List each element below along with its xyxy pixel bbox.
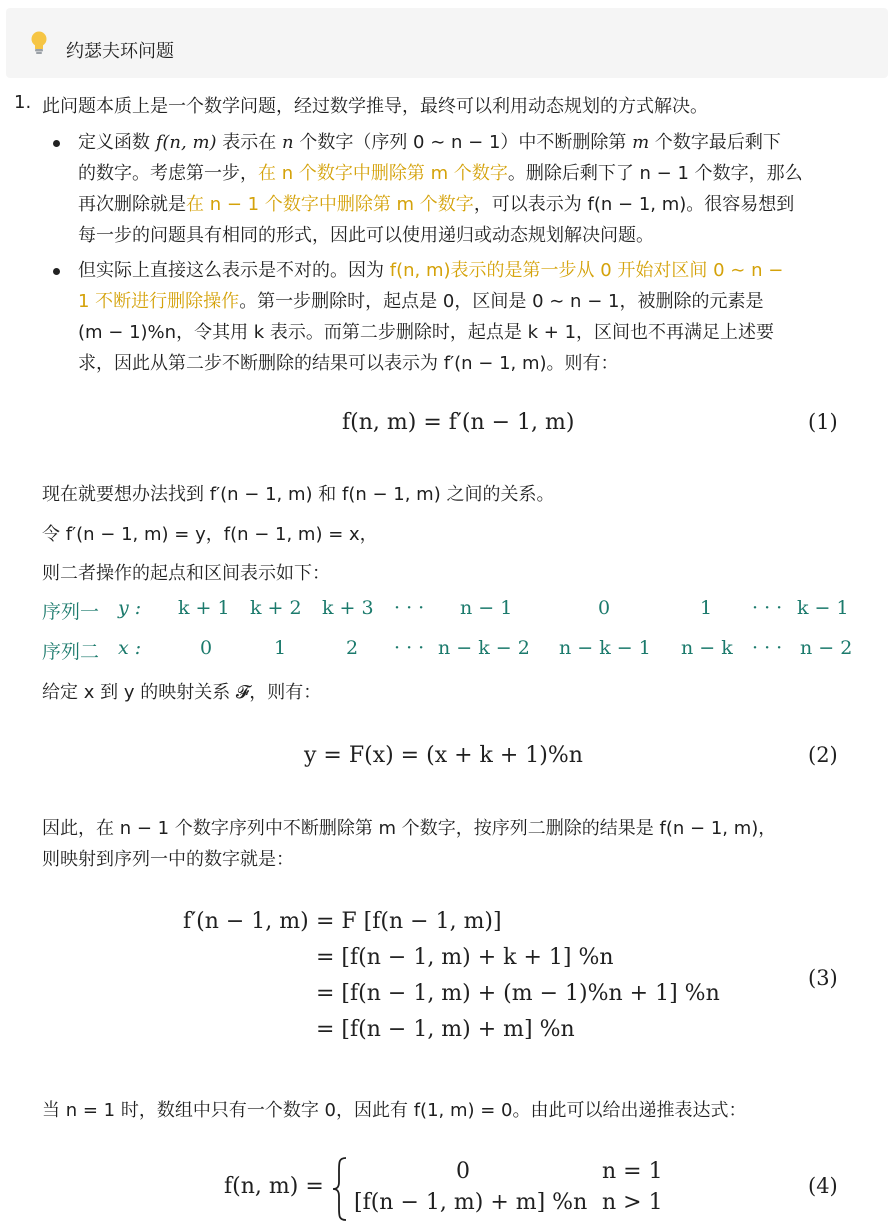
page-title: 约瑟夫环问题 xyxy=(66,41,174,62)
equation-3-line: = [f(n − 1, m) + m] %n xyxy=(316,1017,575,1042)
equation-1-number: (1) xyxy=(808,410,838,434)
callout-header xyxy=(6,8,888,78)
equation-4-lhs: f(n, m) = xyxy=(224,1174,324,1199)
bullet-1-text: 定义函数 f(n, m) 表示在 n 个数字（序列 0 ∼ n − 1）中不断删除第 m 个数字最后剩下 的数字。考虑第一步，在 n 个数字中删除第 m 个数字。删除后剩下了 n − 1 个数字，那么 再次删除就是在 n − 1 个数字中删除第 m 个数字，可以表示为 f(n − 1, m)。很容易想到 每一步的问题具有相同的形式，因此可以使用递归或动态规划解决问题。 xyxy=(78,132,803,246)
paragraph-6: 当 n = 1 时，数组中只有一个数字 0，因此有 f(1, m) = 0。由此可以给出递推表达式： xyxy=(42,1100,747,1121)
highlight-text: 1 不断进行删除操作 xyxy=(78,291,240,312)
equation-2: y = F(x) = (x + k + 1)%n xyxy=(304,743,583,768)
case-1-value: 0 xyxy=(456,1159,470,1184)
equation-2-number: (2) xyxy=(808,743,838,767)
bullet-2-text: 但实际上直接这么表示是不对的。因为 f(n, m)表示的是第一步从 0 开始对区间 0 ∼ n − 1 不断进行删除操作。第一步删除时，起点是 0，区间是 0 ∼ n − 1，被删除的元素是 (m − 1)%n，令其用 k 表示。而第二步删除时，起点是 k + 1，区间也不再满足上述要 求，因此从第二步不断删除的结果可以表示为 f′(n − 1, m)。则有： xyxy=(78,260,784,374)
paragraph-4: 给定 x 到 y 的映射关系 𝓕，则有： xyxy=(42,682,322,703)
bullet-dot xyxy=(53,140,60,147)
paragraph-5b: 则映射到序列一中的数字就是： xyxy=(42,849,294,870)
highlight-text: 在 n − 1 个数字中删除第 m 个数字 xyxy=(186,194,474,215)
equation-3-line: = [f(n − 1, m) + k + 1] %n xyxy=(316,945,614,970)
case-1-condition: n = 1 xyxy=(602,1159,663,1184)
bullet-dot xyxy=(53,268,60,275)
intro-text: 此问题本质上是一个数学问题，经过数学推导，最终可以利用动态规划的方式解决。 xyxy=(42,96,708,117)
list-number: 1. xyxy=(14,92,32,113)
paragraph-5a: 因此，在 n − 1 个数字序列中不断删除第 m 个数字，按序列二删除的结果是 f(n − 1, m)， xyxy=(42,818,777,839)
case-2-value: [f(n − 1, m) + m] %n xyxy=(354,1190,588,1215)
left-brace xyxy=(330,1156,350,1222)
equation-1: f(n, m) = f′(n − 1, m) xyxy=(342,410,575,435)
paragraph-3: 则二者操作的起点和区间表示如下： xyxy=(42,563,330,584)
lightbulb-icon xyxy=(28,30,50,56)
equation-3-line: = [f(n − 1, m) + (m − 1)%n + 1] %n xyxy=(316,981,720,1006)
equation-3-lhs: f′(n − 1, m) xyxy=(183,909,309,934)
highlight-text: f(n, m)表示的是第一步从 0 开始对区间 0 ∼ n − xyxy=(389,260,784,281)
paragraph-2: 令 f′(n − 1, m) = y，f(n − 1, m) = x， xyxy=(42,524,378,545)
case-2-condition: n > 1 xyxy=(602,1190,663,1215)
equation-4-number: (4) xyxy=(808,1174,838,1198)
highlight-text: 在 n 个数字中删除第 m 个数字 xyxy=(258,163,508,184)
paragraph-1: 现在就要想办法找到 f′(n − 1, m) 和 f(n − 1, m) 之间的关系。 xyxy=(42,484,555,505)
equation-3-number: (3) xyxy=(808,966,838,990)
equation-3-line: = F [f(n − 1, m)] xyxy=(316,909,502,934)
